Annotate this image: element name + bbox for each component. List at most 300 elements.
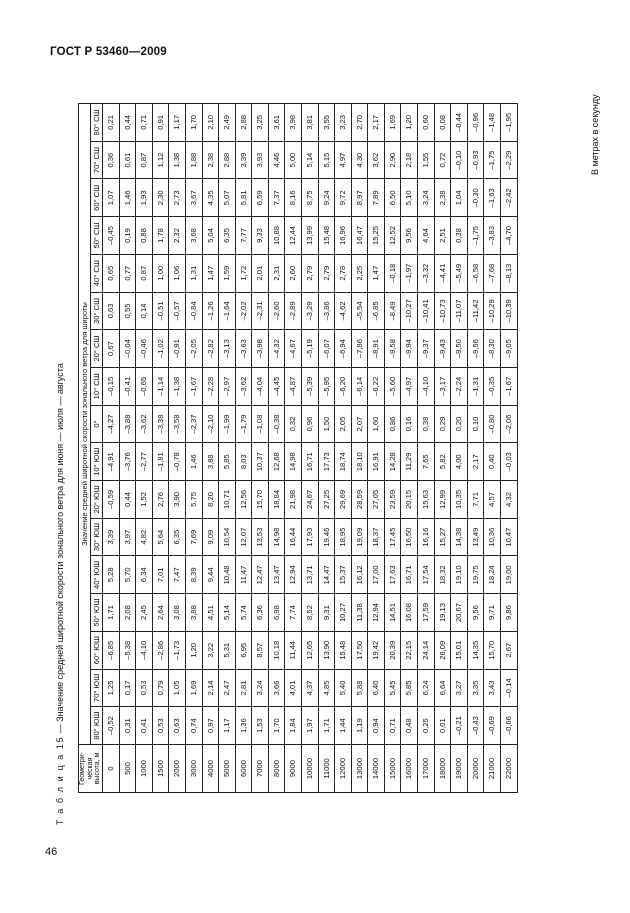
wind-speed-cell: 0,14 bbox=[136, 292, 153, 330]
wind-speed-cell: 0,16 bbox=[401, 405, 418, 443]
wind-speed-cell: 3,35 bbox=[467, 669, 484, 707]
wind-speed-cell: 3,43 bbox=[484, 669, 501, 707]
wind-speed-cell: –1,67 bbox=[185, 367, 202, 405]
wind-speed-cell: 9,44 bbox=[202, 556, 219, 594]
wind-speed-cell: –4,67 bbox=[285, 330, 302, 368]
wind-speed-cell: –0,93 bbox=[467, 141, 484, 179]
wind-speed-cell: 0,21 bbox=[103, 104, 120, 142]
wind-speed-cell: 7,69 bbox=[185, 518, 202, 556]
wind-speed-cell: 4,85 bbox=[318, 669, 335, 707]
wind-speed-cell: –4,04 bbox=[252, 367, 269, 405]
altitude-cell: 500 bbox=[119, 745, 136, 793]
wind-speed-cell: 1,17 bbox=[169, 104, 186, 142]
wind-speed-cell: 5,74 bbox=[235, 594, 252, 632]
wind-speed-cell: –5,54 bbox=[351, 292, 368, 330]
table-row bbox=[185, 104, 202, 793]
wind-speed-cell: 4,51 bbox=[202, 594, 219, 632]
wind-speed-cell: 1,71 bbox=[103, 594, 120, 632]
wind-speed-cell: 0,17 bbox=[119, 669, 136, 707]
wind-speed-cell: 26,09 bbox=[434, 631, 451, 669]
table-row bbox=[235, 104, 252, 793]
altitude-cell: 4000 bbox=[202, 745, 219, 793]
wind-speed-cell: 6,50 bbox=[384, 179, 401, 217]
wind-speed-cell: –0,41 bbox=[119, 367, 136, 405]
wind-speed-cell: 3,61 bbox=[268, 104, 285, 142]
wind-speed-cell: 5,85 bbox=[401, 669, 418, 707]
wind-speed-cell: 0,63 bbox=[169, 707, 186, 745]
wind-speed-cell: 3,24 bbox=[418, 179, 435, 217]
wind-speed-cell: 10,71 bbox=[219, 481, 236, 519]
wind-speed-cell: 10,27 bbox=[335, 594, 352, 632]
wind-speed-cell: 0,71 bbox=[384, 707, 401, 745]
wind-speed-cell: 0,72 bbox=[434, 141, 451, 179]
wind-speed-cell: –0,52 bbox=[103, 707, 120, 745]
wind-speed-cell: 18,84 bbox=[268, 481, 285, 519]
wind-speed-cell: 10,36 bbox=[484, 518, 501, 556]
wind-speed-cell: 3,93 bbox=[252, 141, 269, 179]
wind-speed-cell: 16,16 bbox=[418, 518, 435, 556]
wind-speed-cell: 7,01 bbox=[152, 556, 169, 594]
wind-speed-cell: 1,70 bbox=[268, 707, 285, 745]
wind-speed-cell: –2,37 bbox=[185, 405, 202, 443]
wind-speed-cell: 10,35 bbox=[451, 481, 468, 519]
wind-speed-cell: 0,19 bbox=[119, 217, 136, 255]
wind-speed-cell: 15,48 bbox=[318, 217, 335, 255]
table-row bbox=[252, 104, 269, 793]
latitude-header: 30° ЮШ bbox=[91, 518, 103, 556]
wind-speed-cell: 5,07 bbox=[219, 179, 236, 217]
wind-speed-cell: –3,83 bbox=[484, 217, 501, 255]
wind-speed-table bbox=[78, 103, 518, 793]
wind-speed-cell: –1,31 bbox=[467, 367, 484, 405]
wind-speed-cell: 0,38 bbox=[418, 405, 435, 443]
wind-speed-cell: 1,93 bbox=[136, 179, 153, 217]
wind-speed-cell: 0,71 bbox=[136, 104, 153, 142]
wind-speed-cell: –1,99 bbox=[219, 405, 236, 443]
wind-speed-cell: 5,31 bbox=[219, 631, 236, 669]
wind-speed-cell: 11,47 bbox=[235, 556, 252, 594]
wind-speed-cell: 0,40 bbox=[484, 443, 501, 481]
wind-speed-cell: –6,94 bbox=[335, 330, 352, 368]
wind-speed-cell: 1,55 bbox=[418, 141, 435, 179]
latitude-header: 50° СШ bbox=[91, 217, 103, 255]
wind-speed-cell: –4,62 bbox=[335, 292, 352, 330]
altitude-cell: 11000 bbox=[318, 745, 335, 793]
wind-speed-cell: –7,68 bbox=[484, 254, 501, 292]
wind-speed-cell: 1,46 bbox=[185, 443, 202, 481]
wind-speed-cell: 8,39 bbox=[185, 556, 202, 594]
wind-speed-cell: 5,88 bbox=[351, 669, 368, 707]
wind-speed-cell: –1,26 bbox=[202, 292, 219, 330]
wind-speed-cell: –4,91 bbox=[103, 443, 120, 481]
wind-speed-cell: 3,08 bbox=[169, 594, 186, 632]
wind-speed-cell: 5,14 bbox=[302, 141, 319, 179]
wind-speed-cell: –1,67 bbox=[500, 367, 517, 405]
wind-speed-cell: 11,44 bbox=[285, 631, 302, 669]
wind-speed-cell: 1,70 bbox=[185, 104, 202, 142]
latitude-header: 80° ЮШ bbox=[91, 707, 103, 745]
wind-speed-cell: –2,31 bbox=[252, 292, 269, 330]
wind-speed-cell: 3,88 bbox=[185, 594, 202, 632]
wind-speed-cell: 2,79 bbox=[302, 254, 319, 292]
table-row bbox=[152, 104, 169, 793]
wind-speed-cell: –11,07 bbox=[451, 292, 468, 330]
wind-speed-cell: –6,07 bbox=[318, 330, 335, 368]
wind-speed-cell: 12,99 bbox=[434, 481, 451, 519]
wind-speed-cell: –10,73 bbox=[434, 292, 451, 330]
wind-speed-cell: 0,20 bbox=[451, 405, 468, 443]
wind-speed-cell: 14,51 bbox=[384, 594, 401, 632]
wind-speed-cell: –3,38 bbox=[152, 405, 169, 443]
wind-speed-cell: 13,99 bbox=[302, 217, 319, 255]
wind-speed-cell: 12,68 bbox=[268, 443, 285, 481]
table-row bbox=[467, 104, 484, 793]
wind-speed-cell: –5,49 bbox=[451, 254, 468, 292]
wind-speed-cell: 2,88 bbox=[235, 104, 252, 142]
altitude-cell: 22000 bbox=[500, 745, 517, 793]
wind-speed-cell: 0,44 bbox=[119, 481, 136, 519]
wind-speed-cell: –3,58 bbox=[169, 405, 186, 443]
wind-speed-cell: 3,24 bbox=[252, 669, 269, 707]
wind-speed-cell: 2,14 bbox=[202, 669, 219, 707]
wind-speed-cell: 6,40 bbox=[368, 669, 385, 707]
wind-speed-cell: 2,67 bbox=[500, 631, 517, 669]
wind-speed-cell: 2,10 bbox=[202, 104, 219, 142]
wind-speed-cell: 6,59 bbox=[252, 179, 269, 217]
wind-speed-cell: –3,86 bbox=[318, 292, 335, 330]
wind-speed-cell: –3,63 bbox=[235, 330, 252, 368]
wind-speed-cell: –9,43 bbox=[434, 330, 451, 368]
wind-speed-cell: 6,95 bbox=[235, 631, 252, 669]
wind-speed-cell: 4,00 bbox=[451, 443, 468, 481]
wind-speed-cell: 0,53 bbox=[136, 669, 153, 707]
wind-speed-cell: 16,50 bbox=[401, 518, 418, 556]
wind-speed-cell: 0,08 bbox=[434, 104, 451, 142]
wind-speed-cell: 4,46 bbox=[268, 141, 285, 179]
wind-speed-cell: 0,87 bbox=[136, 141, 153, 179]
wind-speed-cell: 5,81 bbox=[235, 179, 252, 217]
wind-speed-cell: –2,86 bbox=[152, 631, 169, 669]
wind-speed-cell: 28,59 bbox=[351, 481, 368, 519]
wind-speed-cell: –2,05 bbox=[185, 330, 202, 368]
wind-speed-cell: 1,46 bbox=[119, 179, 136, 217]
wind-speed-cell: 9,56 bbox=[401, 217, 418, 255]
units-note: В метрах в секунду bbox=[590, 94, 600, 175]
wind-speed-cell: 1,52 bbox=[136, 481, 153, 519]
wind-speed-cell: –4,32 bbox=[268, 330, 285, 368]
latitude-header: 60° ЮШ bbox=[91, 631, 103, 669]
wind-speed-cell: 5,82 bbox=[434, 443, 451, 481]
wind-speed-cell: 19,42 bbox=[368, 631, 385, 669]
wind-speed-cell: 0,79 bbox=[152, 669, 169, 707]
wind-speed-cell: –0,51 bbox=[152, 292, 169, 330]
wind-speed-cell: –0,59 bbox=[103, 481, 120, 519]
table-row bbox=[434, 104, 451, 793]
wind-speed-cell: 1,69 bbox=[384, 104, 401, 142]
wind-speed-cell: 1,72 bbox=[235, 254, 252, 292]
wind-speed-cell: 4,35 bbox=[202, 179, 219, 217]
wind-speed-cell: 0,77 bbox=[119, 254, 136, 292]
wind-speed-cell: 15,70 bbox=[252, 481, 269, 519]
altitude-cell: 19000 bbox=[451, 745, 468, 793]
wind-speed-cell: 0,97 bbox=[202, 707, 219, 745]
wind-speed-cell: 0,31 bbox=[119, 707, 136, 745]
wind-speed-cell: 17,59 bbox=[418, 594, 435, 632]
wind-speed-cell: 16,96 bbox=[335, 217, 352, 255]
wind-speed-cell: –9,37 bbox=[418, 330, 435, 368]
wind-speed-cell: 9,24 bbox=[318, 179, 335, 217]
wind-speed-cell: 12,44 bbox=[285, 217, 302, 255]
wind-speed-cell: 7,71 bbox=[467, 481, 484, 519]
wind-speed-cell: 3,22 bbox=[202, 631, 219, 669]
wind-speed-cell: 3,67 bbox=[185, 179, 202, 217]
wind-speed-cell: 29,69 bbox=[335, 481, 352, 519]
table-row bbox=[169, 104, 186, 793]
wind-speed-cell: 8,97 bbox=[351, 179, 368, 217]
wind-speed-cell: –2,24 bbox=[451, 367, 468, 405]
table-row bbox=[285, 104, 302, 793]
wind-speed-cell: 17,54 bbox=[418, 556, 435, 594]
latitude-header: 40° СШ bbox=[91, 254, 103, 292]
wind-speed-cell: 2,88 bbox=[219, 141, 236, 179]
wind-speed-cell: –0,21 bbox=[451, 707, 468, 745]
wind-speed-cell: 5,75 bbox=[185, 481, 202, 519]
wind-speed-cell: 18,74 bbox=[335, 443, 352, 481]
wind-speed-cell: 2,32 bbox=[169, 217, 186, 255]
table-row bbox=[384, 104, 401, 793]
wind-speed-cell: 0,44 bbox=[119, 104, 136, 142]
wind-speed-cell: 27,25 bbox=[318, 481, 335, 519]
wind-speed-cell: –6,85 bbox=[103, 631, 120, 669]
wind-speed-cell: –10,41 bbox=[418, 292, 435, 330]
wind-speed-cell: 15,48 bbox=[335, 631, 352, 669]
wind-speed-cell: –0,91 bbox=[169, 330, 186, 368]
wind-speed-cell: 10,48 bbox=[219, 556, 236, 594]
wind-speed-cell: 7,65 bbox=[418, 443, 435, 481]
wind-speed-cell: –7,86 bbox=[351, 330, 368, 368]
altitude-cell: 6000 bbox=[235, 745, 252, 793]
wind-speed-cell: 5,04 bbox=[202, 217, 219, 255]
table-row bbox=[451, 104, 468, 793]
altitude-cell: 12000 bbox=[335, 745, 352, 793]
wind-speed-cell: –10,29 bbox=[484, 292, 501, 330]
wind-speed-cell: –5,95 bbox=[318, 367, 335, 405]
table-row bbox=[219, 104, 236, 793]
wind-speed-cell: 17,73 bbox=[318, 443, 335, 481]
wind-speed-cell: –1,73 bbox=[169, 631, 186, 669]
wind-speed-cell: –9,58 bbox=[384, 330, 401, 368]
wind-speed-cell: –1,79 bbox=[235, 405, 252, 443]
wind-speed-cell: 3,88 bbox=[202, 443, 219, 481]
wind-speed-cell: 18,95 bbox=[335, 518, 352, 556]
wind-speed-cell: 19,00 bbox=[500, 556, 517, 594]
wind-speed-cell: 19,13 bbox=[434, 594, 451, 632]
wind-speed-cell: 9,86 bbox=[500, 594, 517, 632]
wind-speed-cell: 0,38 bbox=[451, 217, 468, 255]
wind-speed-cell: –1,08 bbox=[252, 405, 269, 443]
wind-speed-cell: 12,94 bbox=[285, 556, 302, 594]
wind-speed-cell: 17,00 bbox=[368, 556, 385, 594]
wind-speed-cell: 5,10 bbox=[401, 179, 418, 217]
table-body bbox=[103, 104, 518, 793]
wind-speed-cell: 0,86 bbox=[384, 405, 401, 443]
wind-speed-cell: –4,41 bbox=[434, 254, 451, 292]
wind-speed-cell: 24,67 bbox=[302, 481, 319, 519]
wind-speed-cell: 17,50 bbox=[351, 631, 368, 669]
wind-speed-cell: 2,78 bbox=[335, 254, 352, 292]
wind-speed-cell: –6,22 bbox=[368, 367, 385, 405]
wind-speed-cell: 12,47 bbox=[252, 556, 269, 594]
wind-speed-cell: 2,73 bbox=[169, 179, 186, 217]
wind-speed-cell: 0,91 bbox=[152, 104, 169, 142]
wind-speed-cell: –4,27 bbox=[103, 405, 120, 443]
wind-speed-cell: 2,45 bbox=[136, 594, 153, 632]
wind-speed-cell: 16,71 bbox=[401, 556, 418, 594]
wind-speed-cell: –0,30 bbox=[467, 179, 484, 217]
wind-speed-cell: 1,36 bbox=[235, 707, 252, 745]
wind-speed-cell: –2,42 bbox=[500, 179, 517, 217]
wind-speed-cell: 2,01 bbox=[252, 254, 269, 292]
wind-speed-cell: –1,95 bbox=[500, 104, 517, 142]
wind-speed-cell: –4,97 bbox=[401, 367, 418, 405]
wind-speed-cell: 20,39 bbox=[384, 631, 401, 669]
wind-speed-cell: 14,28 bbox=[384, 443, 401, 481]
wind-speed-cell: –1,38 bbox=[169, 367, 186, 405]
wind-speed-cell: –1,02 bbox=[152, 330, 169, 368]
wind-speed-cell: 1,50 bbox=[318, 405, 335, 443]
wind-speed-cell: 9,72 bbox=[335, 179, 352, 217]
wind-speed-cell: 17,45 bbox=[384, 518, 401, 556]
table-row bbox=[335, 104, 352, 793]
wind-speed-cell: 0,25 bbox=[418, 707, 435, 745]
wind-speed-cell: 5,70 bbox=[119, 556, 136, 594]
wind-speed-cell: 2,17 bbox=[467, 443, 484, 481]
wind-speed-cell: 4,64 bbox=[418, 217, 435, 255]
wind-speed-cell: 8,20 bbox=[202, 481, 219, 519]
wind-speed-cell: –2,06 bbox=[500, 405, 517, 443]
wind-speed-cell: –6,14 bbox=[351, 367, 368, 405]
wind-speed-cell: 5,15 bbox=[318, 141, 335, 179]
wind-speed-cell: –5,39 bbox=[302, 367, 319, 405]
wind-speed-cell: 13,90 bbox=[318, 631, 335, 669]
wind-speed-cell: 8,16 bbox=[285, 179, 302, 217]
altitude-header: Геометри-ческая высота, м bbox=[79, 745, 103, 793]
wind-speed-cell: 6,35 bbox=[169, 518, 186, 556]
wind-speed-cell: –8,49 bbox=[384, 292, 401, 330]
wind-speed-cell: 3,62 bbox=[368, 141, 385, 179]
wind-speed-cell: 2,05 bbox=[335, 405, 352, 443]
wind-speed-cell: 2,49 bbox=[219, 104, 236, 142]
wind-speed-cell: 1,47 bbox=[368, 254, 385, 292]
wind-speed-cell: –2,77 bbox=[136, 443, 153, 481]
wind-speed-cell: –3,29 bbox=[302, 292, 319, 330]
wind-speed-cell: 4,37 bbox=[302, 669, 319, 707]
wind-speed-cell: –2,10 bbox=[202, 405, 219, 443]
wind-speed-cell: 1,07 bbox=[103, 179, 120, 217]
wind-speed-cell: 0,61 bbox=[119, 141, 136, 179]
wind-speed-cell: –0,45 bbox=[103, 217, 120, 255]
wind-speed-cell: 1,69 bbox=[185, 669, 202, 707]
wind-speed-cell: 16,08 bbox=[401, 594, 418, 632]
wind-speed-cell: 3,27 bbox=[451, 669, 468, 707]
wind-speed-cell: 9,31 bbox=[318, 594, 335, 632]
latitude-header: 30° СШ bbox=[91, 292, 103, 330]
wind-speed-cell: 7,37 bbox=[268, 179, 285, 217]
wind-speed-cell: 3,23 bbox=[335, 104, 352, 142]
wind-speed-cell: 0,53 bbox=[152, 707, 169, 745]
wind-speed-cell: 0,88 bbox=[136, 217, 153, 255]
wind-speed-cell: 7,74 bbox=[285, 594, 302, 632]
wind-speed-cell: 8,75 bbox=[302, 179, 319, 217]
wind-speed-cell: –4,10 bbox=[418, 367, 435, 405]
wind-speed-cell: –1,63 bbox=[484, 179, 501, 217]
wind-speed-cell: 0,96 bbox=[302, 405, 319, 443]
wind-speed-cell: 1,17 bbox=[219, 707, 236, 745]
latitude-header: 70° ЮШ bbox=[91, 669, 103, 707]
wind-speed-cell: –0,84 bbox=[185, 292, 202, 330]
wind-speed-cell: –2,02 bbox=[235, 292, 252, 330]
wind-speed-cell: –4,70 bbox=[500, 217, 517, 255]
wind-speed-cell: –1,64 bbox=[219, 292, 236, 330]
wind-speed-cell: 13,47 bbox=[268, 556, 285, 594]
wind-speed-cell: –2,29 bbox=[500, 141, 517, 179]
latitude-header-row bbox=[91, 104, 103, 793]
wind-speed-cell: 6,35 bbox=[219, 217, 236, 255]
wind-speed-cell: 13,53 bbox=[252, 518, 269, 556]
wind-speed-cell: 9,71 bbox=[484, 594, 501, 632]
wind-speed-cell: 7,89 bbox=[368, 179, 385, 217]
wind-speed-cell: 12,52 bbox=[384, 217, 401, 255]
wind-speed-cell: 0,48 bbox=[401, 707, 418, 745]
latitude-group-header: Значение средней широтной скорости зонального ветра для широты bbox=[79, 104, 91, 745]
wind-speed-cell: 2,64 bbox=[152, 594, 169, 632]
altitude-cell: 15000 bbox=[384, 745, 401, 793]
wind-speed-cell: –1,75 bbox=[467, 217, 484, 255]
wind-speed-cell: –3,76 bbox=[119, 443, 136, 481]
latitude-header: 50° ЮШ bbox=[91, 594, 103, 632]
wind-speed-cell: 9,56 bbox=[467, 594, 484, 632]
wind-speed-cell: –2,89 bbox=[285, 292, 302, 330]
wind-speed-cell: 2,51 bbox=[434, 217, 451, 255]
wind-speed-cell: 5,28 bbox=[103, 556, 120, 594]
wind-speed-cell: 15,01 bbox=[451, 631, 468, 669]
wind-speed-cell: 6,98 bbox=[268, 594, 285, 632]
latitude-header: 60° СШ bbox=[91, 179, 103, 217]
wind-speed-cell: 18,32 bbox=[434, 556, 451, 594]
wind-speed-cell: –3,17 bbox=[434, 367, 451, 405]
wind-speed-cell: 23,59 bbox=[384, 481, 401, 519]
wind-speed-cell: 6,64 bbox=[434, 669, 451, 707]
table-rotated-container bbox=[78, 103, 514, 793]
wind-speed-cell: 8,03 bbox=[235, 443, 252, 481]
latitude-header: 20° СШ bbox=[91, 330, 103, 368]
wind-speed-cell: 10,18 bbox=[268, 631, 285, 669]
wind-speed-cell: –5,19 bbox=[302, 330, 319, 368]
wind-speed-cell: 19,09 bbox=[351, 518, 368, 556]
altitude-cell: 13000 bbox=[351, 745, 368, 793]
wind-speed-cell: 27,05 bbox=[368, 481, 385, 519]
wind-speed-cell: –6,85 bbox=[368, 292, 385, 330]
wind-speed-cell: 3,39 bbox=[235, 141, 252, 179]
wind-speed-cell: 12,07 bbox=[235, 518, 252, 556]
wind-speed-cell: 3,39 bbox=[103, 518, 120, 556]
wind-speed-cell: 11,29 bbox=[401, 443, 418, 481]
table-caption-text: — Значение средней широтной скорости зонального ветра для июня — июля — августа bbox=[55, 363, 65, 736]
wind-speed-cell: 1,60 bbox=[368, 405, 385, 443]
wind-speed-cell: 1,47 bbox=[202, 254, 219, 292]
document-header: ГОСТ Р 53460—2009 bbox=[50, 46, 167, 58]
wind-speed-cell: 15,25 bbox=[368, 217, 385, 255]
